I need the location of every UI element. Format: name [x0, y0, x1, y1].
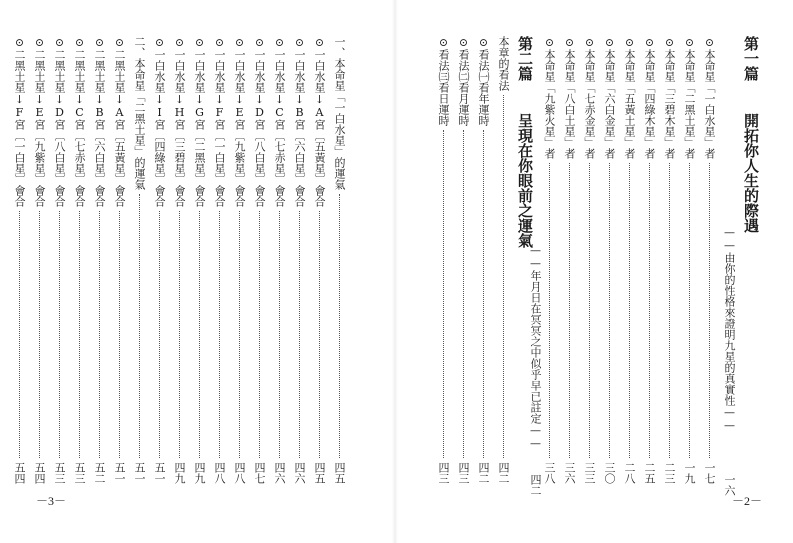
leader-dots	[59, 211, 60, 458]
toc-entry-text: ⊙一白水星↓E宮〔九紫星〕會合	[233, 36, 246, 207]
toc-entry-page: 五一	[133, 462, 146, 484]
toc-entry-text: ⊙本命星「三碧木星」者	[663, 36, 676, 159]
toc-entry[interactable]	[562, 36, 576, 484]
toc-entry-text: ⊙一白水星↓C宮〔七赤星〕會合	[273, 36, 286, 207]
toc-entry-page: 四二	[477, 462, 490, 484]
leader-dots	[649, 163, 650, 458]
right-page	[400, 0, 793, 543]
toc-entry[interactable]	[12, 36, 26, 484]
toc-entry-text: ⊙二黑土星↓D宮〔八白星〕會合	[53, 36, 66, 207]
toc-entry-page: 四二	[497, 462, 510, 484]
toc-entry[interactable]	[112, 36, 126, 484]
leader-dots	[39, 211, 40, 458]
toc-entry-page: 五三	[73, 462, 86, 484]
toc-entry[interactable]	[456, 36, 470, 484]
toc-entry[interactable]	[702, 36, 716, 484]
toc-entry-page: 二五	[643, 462, 656, 484]
toc-entry-page: 四七	[253, 462, 266, 484]
toc-entry-page: 四九	[173, 462, 186, 484]
toc-entry-text: ⊙看法㈠看年運時	[477, 36, 490, 126]
leader-dots	[609, 163, 610, 458]
toc-entry-text: ⊙二黑土星↓B宮〔六白星〕會合	[93, 36, 106, 207]
toc-entry[interactable]	[172, 36, 186, 484]
toc-entry-page: 一九	[683, 462, 696, 484]
leader-dots	[99, 211, 100, 458]
toc-entry-page: 三〇	[603, 462, 616, 484]
leader-dots	[669, 163, 670, 458]
toc-entry-text: ⊙一白水星↓B宮〔六白星〕會合	[293, 36, 306, 207]
left-page	[0, 0, 390, 543]
toc-entry[interactable]	[292, 36, 306, 484]
toc-entry[interactable]	[72, 36, 86, 484]
toc-entry[interactable]	[32, 36, 46, 484]
toc-entry[interactable]	[476, 36, 490, 484]
toc-entry[interactable]	[312, 36, 326, 484]
toc-entry-page: 四三	[457, 462, 470, 484]
toc-entry[interactable]	[332, 36, 346, 484]
toc-entry-text: ⊙看法㈡看月運時	[457, 36, 470, 126]
toc-entry-page: 五三	[53, 462, 66, 484]
toc-entry-text: ⊙一白水星↓H宮〔三碧星〕會合	[173, 36, 186, 207]
toc-entry-page: 三六	[563, 462, 576, 484]
toc-entry-page: 四八	[213, 462, 226, 484]
chapter-heading[interactable]	[742, 36, 760, 233]
chapter-title: 開拓你人生的際遇	[742, 113, 760, 233]
toc-entry-text: ⊙一白水星↓I宮〔四綠星〕會合	[153, 36, 166, 207]
toc-entry-page: 四八	[233, 462, 246, 484]
toc-entry-text: ⊙本命星「一白水星」者	[703, 36, 716, 159]
toc-entry[interactable]	[152, 36, 166, 484]
toc-entry-text: ⊙一白水星↓A宮〔五黃星〕會合	[313, 36, 326, 207]
leader-dots	[219, 211, 220, 458]
toc-entry[interactable]	[622, 36, 636, 484]
toc-entry[interactable]	[602, 36, 616, 484]
chapter-number: 第一篇	[742, 36, 760, 81]
toc-entry[interactable]	[232, 36, 246, 484]
toc-entry[interactable]	[496, 36, 510, 484]
toc-entry-text: ⊙本命星「四綠木星」者	[643, 36, 656, 159]
chapter-subtitle: ——由你的性格來證明九星的真實性——	[723, 226, 736, 432]
chapter-subtitle: ——年月日在冥冥之中似乎早已註定——	[529, 244, 542, 450]
toc-entry-text: ⊙本命星「六白金星」者	[603, 36, 616, 159]
toc-entry-page: 四五	[333, 462, 346, 484]
toc-entry-page: 二三	[663, 462, 676, 484]
toc-entry-page: 五四	[13, 462, 26, 484]
toc-entry[interactable]	[252, 36, 266, 484]
leader-dots	[139, 194, 140, 458]
toc-entry-text: ⊙一白水星↓G宮〔二黑星〕會合	[193, 36, 206, 207]
toc-entry[interactable]	[436, 36, 450, 484]
toc-entry[interactable]	[642, 36, 656, 484]
leader-dots	[279, 211, 280, 458]
toc-entry-page: 一七	[703, 462, 716, 484]
toc-entry[interactable]	[272, 36, 286, 484]
leader-dots	[443, 130, 444, 458]
leader-dots	[463, 130, 464, 458]
leader-dots	[159, 211, 160, 458]
chapter-title: 呈現在你眼前之運氣	[516, 113, 534, 248]
toc-entry-page: 五二	[93, 462, 106, 484]
toc-entry-text: ⊙本命星「五黃土星」者	[623, 36, 636, 159]
leader-dots	[503, 95, 504, 458]
toc-entry[interactable]	[132, 36, 146, 484]
toc-entry-text: 一、本命星「一白水星」的運氣	[333, 36, 346, 190]
toc-entry-text: 本章的看法	[497, 36, 510, 91]
toc-entry-page: 五四	[33, 462, 46, 484]
toc-entry-text: ⊙二黑土星↓C宮〔七赤星〕會合	[73, 36, 86, 207]
chapter-number: 第二篇	[516, 36, 534, 81]
leader-dots	[199, 211, 200, 458]
leader-dots	[629, 163, 630, 458]
leader-dots	[589, 163, 590, 458]
toc-entry[interactable]	[52, 36, 66, 484]
toc-entry-text: ⊙二黑土星↓A宮〔五黃星〕會合	[113, 36, 126, 207]
toc-entry-page: 四九	[193, 462, 206, 484]
toc-entry-text: ⊙二黑土星↓F宮〔一白星〕會合	[13, 36, 26, 207]
toc-entry-page: 二八	[623, 462, 636, 484]
toc-entry-text: ⊙本命星「九紫火星」者	[543, 36, 556, 159]
toc-entry-page: 五一	[153, 462, 166, 484]
leader-dots	[319, 211, 320, 458]
leader-dots	[239, 211, 240, 458]
leader-dots	[19, 211, 20, 458]
leader-dots	[483, 130, 484, 458]
toc-entry-page: 四六	[293, 462, 306, 484]
toc-entry-text: ⊙本命星「八白土星」者	[563, 36, 576, 159]
page-number: －2－	[732, 494, 763, 508]
leader-dots	[569, 163, 570, 458]
leader-dots	[179, 211, 180, 458]
toc-entry[interactable]	[582, 36, 596, 484]
toc-entry-page: 三三	[583, 462, 596, 484]
toc-entry-text: 二、本命星「二黑土星」的運氣	[133, 36, 146, 190]
toc-entry-page: 四三	[437, 462, 450, 484]
leader-dots	[689, 163, 690, 458]
toc-entry-page: 四五	[313, 462, 326, 484]
toc-entry[interactable]	[542, 36, 556, 484]
chapter-page: 四二	[529, 474, 542, 496]
toc-entry-page: 三八	[543, 462, 556, 484]
toc-entry-text: ⊙一白水星↓F宮〔一白星〕會合	[213, 36, 226, 207]
toc-entry[interactable]	[192, 36, 206, 484]
toc-entry[interactable]	[682, 36, 696, 484]
toc-entry-text: ⊙本命星「七赤金星」者	[583, 36, 596, 159]
toc-entry-text: ⊙本命星「二黑土星」者	[683, 36, 696, 159]
toc-entry[interactable]	[212, 36, 226, 484]
chapter-page: 一六	[723, 474, 736, 496]
toc-entry-page: 五一	[113, 462, 126, 484]
leader-dots	[549, 163, 550, 458]
leader-dots	[709, 163, 710, 458]
chapter-heading[interactable]	[516, 36, 534, 248]
toc-entry-text: ⊙一白水星↓D宮〔八白星〕會合	[253, 36, 266, 207]
toc-entry[interactable]	[92, 36, 106, 484]
leader-dots	[299, 211, 300, 458]
leader-dots	[259, 211, 260, 458]
leader-dots	[119, 211, 120, 458]
page-number: －3－	[36, 494, 67, 508]
toc-entry-text: ⊙二黑土星↓E宮〔九紫星〕會合	[33, 36, 46, 207]
toc-entry-page: 四六	[273, 462, 286, 484]
toc-entry-text: ⊙看法㈢看日運時	[437, 36, 450, 126]
book-gutter	[392, 0, 398, 543]
leader-dots	[339, 194, 340, 458]
toc-entry[interactable]	[662, 36, 676, 484]
leader-dots	[79, 211, 80, 458]
